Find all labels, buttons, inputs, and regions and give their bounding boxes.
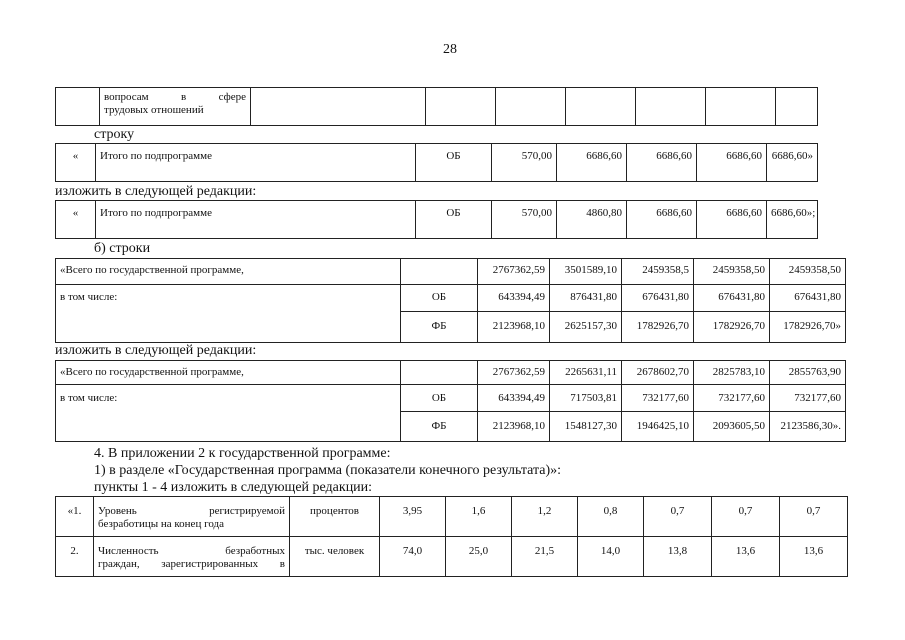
value-cell: 2459358,50 — [770, 259, 846, 285]
indicator-unit: процентов — [290, 497, 380, 537]
quote-cell: « — [56, 201, 96, 239]
value-cell: 3501589,10 — [550, 259, 622, 285]
value-cell: 570,00 — [492, 201, 557, 239]
value-cell: 13,6 — [780, 537, 848, 577]
value-cell: 1782926,70 — [694, 312, 770, 343]
section-4-heading: 4. В приложении 2 к государственной программе: — [94, 446, 391, 461]
value-cell: 643394,49 — [478, 385, 550, 412]
total-label: «Всего по государственной программе, — [56, 259, 401, 285]
indicator-row — [56, 537, 848, 577]
value-cell: 732177,60 — [622, 385, 694, 412]
value-cell: 6686,60 — [697, 201, 767, 239]
indicator-name-line-1: Уровень регистрируемой — [98, 505, 285, 517]
empty-cell — [56, 88, 100, 126]
empty-cell — [401, 361, 478, 385]
total-label: «Всего по государственной программе, — [56, 361, 401, 385]
program-new-table — [55, 360, 846, 442]
program-old-table — [55, 258, 846, 343]
budget-source: ФБ — [401, 412, 478, 442]
budget-source: ОБ — [401, 385, 478, 412]
value-cell: 1548127,30 — [550, 412, 622, 442]
value-cell: 2825783,10 — [694, 361, 770, 385]
value-cell: 21,5 — [512, 537, 578, 577]
value-cell: 0,7 — [780, 497, 848, 537]
empty-cell — [251, 88, 426, 126]
indicator-name — [94, 537, 290, 577]
indicator-number: «1. — [56, 497, 94, 537]
value-cell: 6686,60»; — [767, 201, 818, 239]
indicator-name — [94, 497, 290, 537]
value-cell: 0,8 — [578, 497, 644, 537]
activity-name-line-2: трудовых отношений — [104, 104, 204, 116]
value-cell: 2625157,30 — [550, 312, 622, 343]
activity-name-line-1: вопросам в сфере — [104, 91, 246, 103]
empty-cell — [566, 88, 636, 126]
value-cell: 2767362,59 — [478, 259, 550, 285]
value-cell: 2123968,10 — [478, 412, 550, 442]
top-fragment-table — [55, 87, 818, 126]
razdel-1-heading: 1) в разделе «Государственная программа (показатели конечного результата)»: — [94, 463, 562, 478]
budget-source: ФБ — [401, 312, 478, 343]
value-cell: 1946425,10 — [622, 412, 694, 442]
budget-source: ОБ — [416, 201, 492, 239]
value-cell: 6686,60 — [557, 144, 627, 182]
value-cell: 676431,80 — [694, 285, 770, 312]
budget-source: ОБ — [401, 285, 478, 312]
quote-cell: « — [56, 144, 96, 182]
value-cell: 732177,60 — [770, 385, 846, 412]
value-cell: 1782926,70» — [770, 312, 846, 343]
value-cell: 3,95 — [380, 497, 446, 537]
value-cell: 6686,60 — [627, 144, 697, 182]
value-cell: 2767362,59 — [478, 361, 550, 385]
value-cell: 676431,80 — [622, 285, 694, 312]
empty-cell — [496, 88, 566, 126]
value-cell: 2459358,50 — [694, 259, 770, 285]
value-cell: 2855763,90 — [770, 361, 846, 385]
value-cell: 13,6 — [712, 537, 780, 577]
value-cell: 6686,60 — [697, 144, 767, 182]
indicator-number: 2. — [56, 537, 94, 577]
value-cell: 25,0 — [446, 537, 512, 577]
label-b-stroki: б) строки — [94, 241, 151, 256]
indicator-unit: тыс. человек — [290, 537, 380, 577]
value-cell: 2123586,30». — [770, 412, 846, 442]
row-label: Итого по подпрограмме — [96, 144, 416, 182]
subprogram-new-table — [55, 200, 818, 239]
empty-cell — [776, 88, 818, 126]
incl-label: в том числе: — [56, 285, 401, 343]
value-cell: 0,7 — [712, 497, 780, 537]
value-cell: 6686,60» — [767, 144, 818, 182]
punkty-heading: пункты 1 - 4 изложить в следующей редакции: — [94, 480, 373, 495]
value-cell: 4860,80 — [557, 201, 627, 239]
value-cell: 2678602,70 — [622, 361, 694, 385]
empty-cell — [401, 259, 478, 285]
row-label: Итого по подпрограмме — [96, 201, 416, 239]
budget-source: ОБ — [416, 144, 492, 182]
empty-cell — [706, 88, 776, 126]
value-cell: 13,8 — [644, 537, 712, 577]
value-cell: 1,6 — [446, 497, 512, 537]
value-cell: 1782926,70 — [622, 312, 694, 343]
value-cell: 6686,60 — [627, 201, 697, 239]
value-cell: 2459358,5 — [622, 259, 694, 285]
value-cell: 717503,81 — [550, 385, 622, 412]
value-cell: 643394,49 — [478, 285, 550, 312]
value-cell: 676431,80 — [770, 285, 846, 312]
empty-cell — [426, 88, 496, 126]
value-cell: 570,00 — [492, 144, 557, 182]
value-cell: 2093605,50 — [694, 412, 770, 442]
value-cell: 1,2 — [512, 497, 578, 537]
value-cell: 2265631,11 — [550, 361, 622, 385]
value-cell: 0,7 — [644, 497, 712, 537]
page-number: 28 — [443, 42, 457, 57]
indicator-row — [56, 497, 848, 537]
value-cell: 74,0 — [380, 537, 446, 577]
incl-label: в том числе: — [56, 385, 401, 442]
subprogram-old-table — [55, 143, 818, 182]
activity-name-cell — [100, 88, 251, 126]
value-cell: 2123968,10 — [478, 312, 550, 343]
label-stroku: строку — [94, 127, 135, 142]
empty-cell — [636, 88, 706, 126]
value-cell: 876431,80 — [550, 285, 622, 312]
value-cell: 14,0 — [578, 537, 644, 577]
label-izlozhit-2: изложить в следующей редакции: — [55, 343, 257, 358]
label-izlozhit-1: изложить в следующей редакции: — [55, 184, 257, 199]
value-cell: 732177,60 — [694, 385, 770, 412]
indicator-name-line-2: граждан, зарегистрированных в — [98, 558, 285, 570]
indicators-table — [55, 496, 848, 577]
indicator-name-line-2: безработицы на конец года — [98, 518, 224, 530]
indicator-name-line-1: Численность безработных — [98, 545, 285, 557]
